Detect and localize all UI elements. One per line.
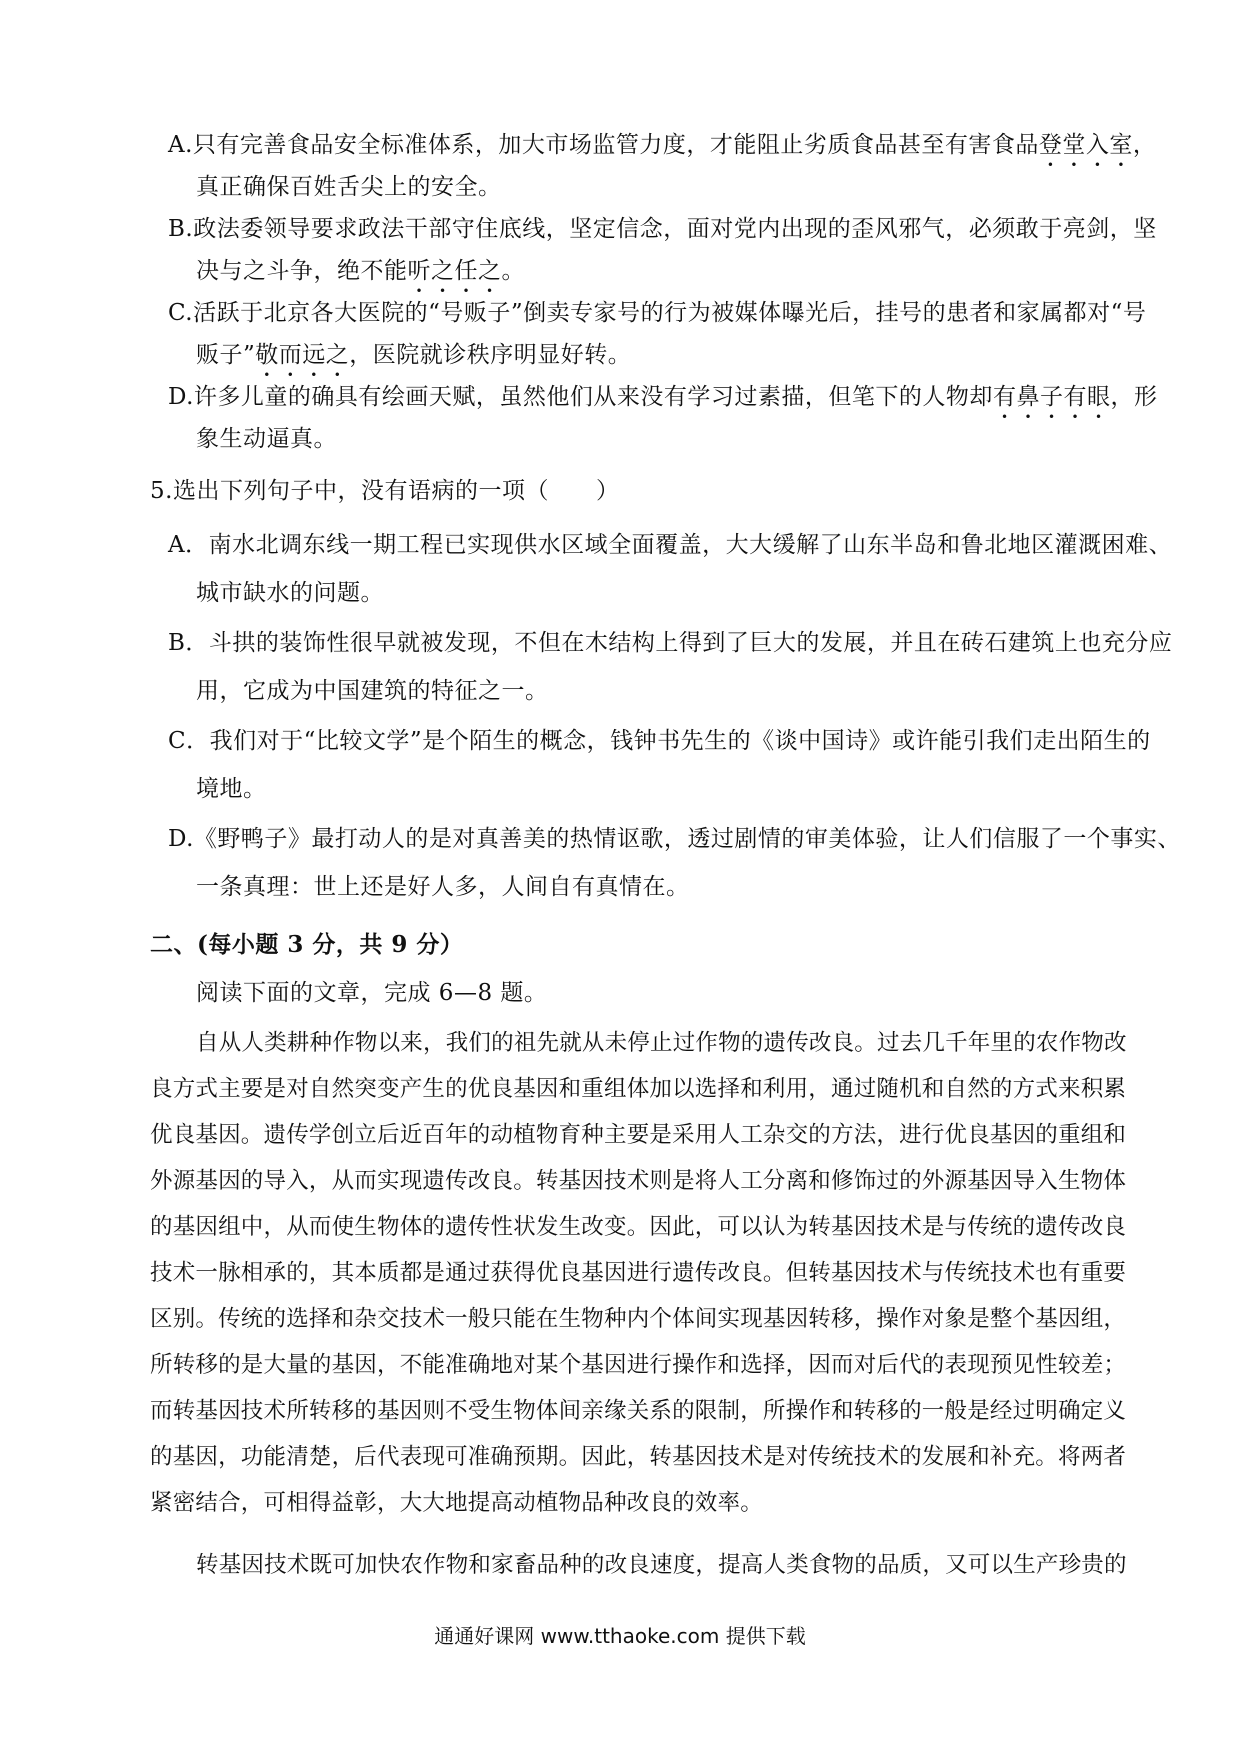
q4-option-b-line2: 决与之斗争，绝不能听之任之。 xyxy=(196,258,525,284)
passage-line: 外源基因的导入，从而实现遗传改良。转基因技术则是将人工分离和修饰过的外源基因导入生物体 xyxy=(150,1168,1127,1194)
passage-line: 而转基因技术所转移的基因则不受生物体间亲缘关系的限制，所操作和转移的一般是经过明确定义 xyxy=(150,1398,1127,1424)
q4-option-d-line2: 象生动逼真。 xyxy=(196,426,337,452)
passage-line: 转基因技术既可加快农作物和家畜品种的改良速度，提高人类食物的品质，又可以生产珍贵的 xyxy=(196,1552,1127,1578)
q5-option-a-line2: 城市缺水的问题。 xyxy=(196,580,384,606)
passage-line: 技术一脉相承的，其本质都是通过获得优良基因进行遗传改良。但转基因技术与传统技术也有重要 xyxy=(150,1260,1127,1286)
q4-option-a-line2: 真正确保百姓舌尖上的安全。 xyxy=(196,174,502,200)
passage-line: 优良基因。遗传学创立后近百年的动植物育种主要是采用人工杂交的方法，进行优良基因的重组和 xyxy=(150,1122,1127,1148)
section-heading: 二、(每小题 3 分，共 9 分） xyxy=(150,931,464,958)
q5-option-c-line2: 境地。 xyxy=(196,776,267,802)
q5-option-a-line1: A．南水北调东线一期工程已实现供水区域全面覆盖，大大缓解了山东半岛和鲁北地区灌溉困难、 xyxy=(168,532,1173,558)
passage-line: 紧密结合，可相得益彰，大大地提高动植物品种改良的效率。 xyxy=(150,1490,763,1516)
q5-option-c-line1: C．我们对于“比较文学”是个陌生的概念，钱钟书先生的《谈中国诗》或许能引我们走出陌生的 xyxy=(168,728,1151,754)
q5-option-b-line2: 用，它成为中国建筑的特征之一。 xyxy=(196,678,549,704)
passage-line: 的基因，功能清楚，后代表现可准确预期。因此，转基因技术是对传统技术的发展和补充。将两者 xyxy=(150,1444,1127,1470)
q4-option-a-line1: A.只有完善食品安全标准体系，加大市场监管力度，才能阻止劣质食品甚至有害食品登堂入室， xyxy=(168,132,1157,158)
q4-option-b-line1: B.政法委领导要求政法干部守住底线，坚定信念，面对党内出现的歪风邪气，必须敢于亮剑，坚 xyxy=(168,216,1157,242)
q5-option-b-line1: B．斗拱的装饰性很早就被发现，不但在木结构上得到了巨大的发展，并且在砖石建筑上也充分应 xyxy=(168,630,1173,656)
passage-line: 的基因组中，从而使生物体的遗传性状发生改变。因此，可以认为转基因技术是与传统的遗传改良 xyxy=(150,1214,1127,1240)
q5-option-d-line2: 一条真理：世上还是好人多，人间自有真情在。 xyxy=(196,874,690,900)
q5-stem: 5.选出下列句子中，没有语病的一项（ ） xyxy=(150,478,620,504)
passage-line: 区别。传统的选择和杂交技术一般只能在生物种内个体间实现基因转移，操作对象是整个基因组， xyxy=(150,1306,1127,1332)
q4-option-c-line2: 贩子”敬而远之，医院就诊秩序明显好转。 xyxy=(196,342,632,368)
q5-option-d-line1: D.《野鸭子》最打动人的是对真善美的热情讴歌，透过剧情的审美体验，让人们信服了一个事实、 xyxy=(168,826,1181,852)
reading-instruction: 阅读下面的文章，完成 6—8 题。 xyxy=(196,980,548,1006)
passage-line: 自从人类耕种作物以来，我们的祖先就从未停止过作物的遗传改良。过去几千年里的农作物改 xyxy=(196,1030,1127,1056)
passage-line: 所转移的是大量的基因，不能准确地对某个基因进行操作和选择，因而对后代的表现预见性较差； xyxy=(150,1352,1127,1378)
q4-option-c-line1: C.活跃于北京各大医院的“号贩子”倒卖专家号的行为被媒体曝光后，挂号的患者和家属都对“号 xyxy=(168,300,1147,326)
q4-option-d-line1: D.许多儿童的确具有绘画天赋，虽然他们从来没有学习过素描，但笔下的人物却有鼻子有眼，形 xyxy=(168,384,1158,410)
passage-line: 良方式主要是对自然突变产生的优良基因和重组体加以选择和利用，通过随机和自然的方式来积累 xyxy=(150,1076,1127,1102)
page-footer: 通通好课网 www.tthaoke.com 提供下载 xyxy=(434,1624,806,1648)
